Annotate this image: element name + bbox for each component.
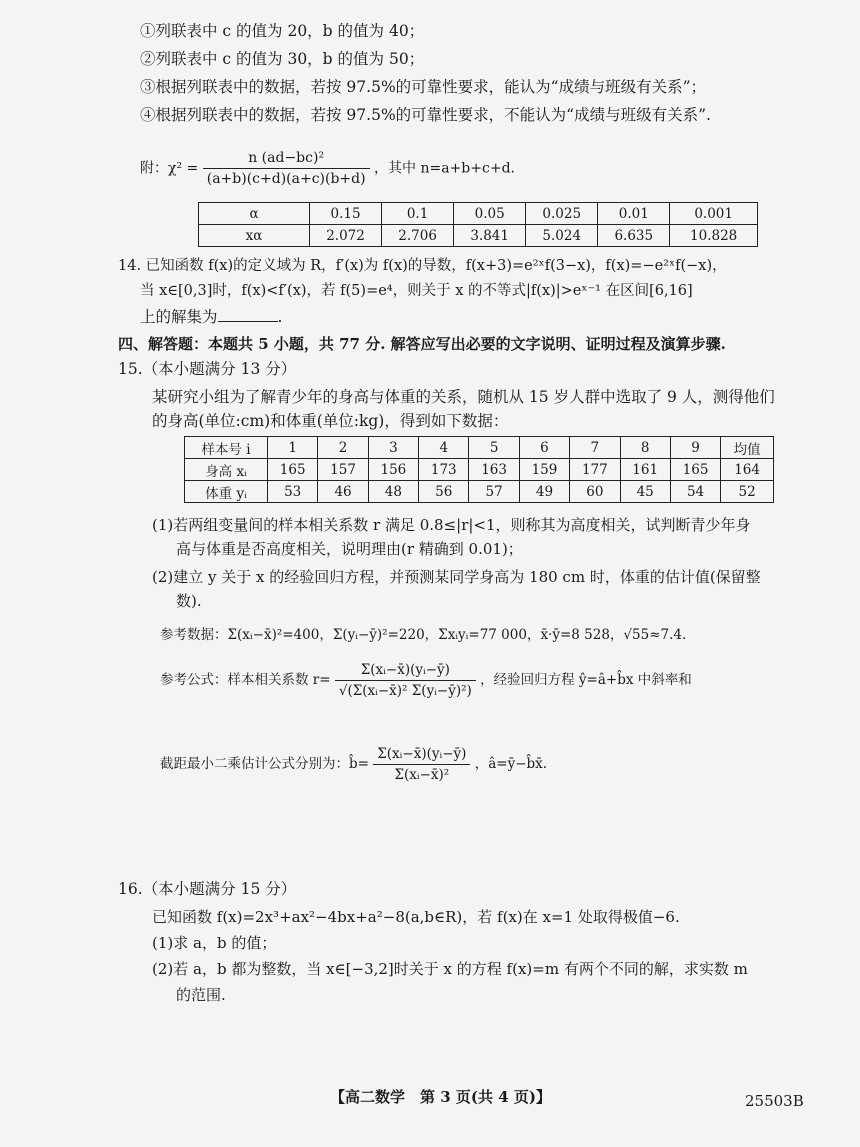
table-cell: 体重 yᵢ [185, 481, 268, 503]
ref-formula-prefix: 参考公式：样本相关系数 r= [160, 672, 331, 688]
table-row [185, 437, 774, 459]
table-cell: 49 [519, 481, 569, 503]
table-cell: 46 [318, 481, 368, 503]
table-cell: 157 [318, 459, 368, 481]
q16-part-2-line-1: (2)若 a，b 都为整数，当 x∈[−3,2]时关于 x 的方程 f(x)=m 有两个不同的解，求实数 m [152, 960, 748, 978]
table-cell: 53 [268, 481, 318, 503]
table-cell: 165 [268, 459, 318, 481]
table-cell: 1 [268, 437, 318, 459]
table-cell: 0.001 [670, 203, 758, 225]
table-cell: 60 [570, 481, 620, 503]
table-cell: α [199, 203, 310, 225]
q16-heading: 16.（本小题满分 15 分） [118, 880, 297, 898]
chi-square-formula [140, 150, 515, 187]
table-cell: 161 [620, 459, 670, 481]
table-cell: 57 [469, 481, 519, 503]
formula-suffix: ，其中 n=a+b+c+d. [374, 160, 515, 177]
q14-line-3-end: . [277, 308, 283, 326]
q16-stem: 已知函数 f(x)=2x³+ax²−4bx+a²−8(a,b∈R)，若 f(x)在 x=1 处取得极值−6. [152, 908, 680, 926]
q15-part-1-line-2: 高与体重是否高度相关，说明理由(r 精确到 0.01)； [176, 540, 523, 558]
q15-part-2-line-2: 数). [176, 592, 202, 610]
table-cell: 3.841 [454, 225, 526, 247]
q15-intro-1: 某研究小组为了解青少年的身高与体重的关系，随机从 15 岁人群中选取了 9 人，测得他们 [152, 388, 775, 406]
table-cell: 54 [670, 481, 720, 503]
table-cell: 8 [620, 437, 670, 459]
q14-line-2: 当 x∈[0,3]时，f(x)<f′(x)，若 f(5)=e⁴，则关于 x 的不等式|f(x)|>eˣ⁻¹ 在区间[6,16] [140, 283, 693, 299]
table-cell: 10.828 [670, 225, 758, 247]
table-cell: 56 [419, 481, 469, 503]
option-1: ①列联表中 c 的值为 20，b 的值为 40； [140, 22, 425, 40]
q16-part-1: (1)求 a，b 的值； [152, 934, 277, 952]
table-cell: 均值 [721, 437, 774, 459]
q16-part-2-line-2: 的范围. [176, 986, 226, 1004]
table-cell: 0.05 [454, 203, 526, 225]
r-denominator: √(Σ(xᵢ−x̄)² Σ(yᵢ−ȳ)²) [338, 683, 472, 699]
table-cell: 9 [670, 437, 720, 459]
table-cell: 45 [620, 481, 670, 503]
answer-blank[interactable] [218, 307, 278, 322]
table-row [199, 225, 758, 247]
table-cell: 0.1 [382, 203, 454, 225]
table-cell: 164 [721, 459, 774, 481]
table-cell: 0.01 [598, 203, 670, 225]
q15-intro-2: 的身高(单位:cm)和体重(单位:kg)，得到如下数据： [152, 412, 509, 430]
least-squares-formula [160, 746, 547, 783]
table-cell: 样本号 i [185, 437, 268, 459]
option-3: ③根据列联表中的数据，若按 97.5%的可靠性要求，能认为“成绩与班级有关系”； [140, 78, 707, 96]
table-cell: 177 [570, 459, 620, 481]
option-4: ④根据列联表中的数据，若按 97.5%的可靠性要求，不能认为“成绩与班级有关系”. [140, 106, 711, 124]
chi-critical-table [198, 202, 758, 247]
table-cell: 0.15 [310, 203, 382, 225]
table-cell: 0.025 [526, 203, 598, 225]
ls-prefix: 截距最小二乘估计公式分别为：b̂= [160, 756, 369, 772]
height-weight-table [184, 436, 774, 503]
b-numerator: Σ(xᵢ−x̄)(yᵢ−ȳ) [373, 746, 470, 765]
exam-code: 25503B [745, 1092, 804, 1110]
option-2: ②列联表中 c 的值为 30，b 的值为 50； [140, 50, 425, 68]
q15-heading: 15.（本小题满分 13 分） [118, 360, 297, 378]
chi-fraction [203, 150, 370, 187]
table-cell: 165 [670, 459, 720, 481]
q15-part-2-line-1: (2)建立 y 关于 x 的经验回归方程，并预测某同学身高为 180 cm 时，体重的估计值(保留整 [152, 568, 761, 586]
r-fraction [335, 662, 476, 699]
r-numerator: Σ(xᵢ−x̄)(yᵢ−ȳ) [335, 662, 476, 681]
q14-line-1: 14. 已知函数 f(x)的定义域为 R，f′(x)为 f(x)的导数，f(x+3)=e²ˣf(3−x)，f(x)=−e²ˣf(−x)， [118, 258, 727, 274]
table-cell: xα [199, 225, 310, 247]
ls-suffix: ，â=ȳ−b̂x̄. [474, 756, 548, 772]
q14-line-3 [140, 306, 282, 328]
b-fraction [373, 746, 470, 783]
q15-reference-data: 参考数据：Σ(xᵢ−x̄)²=400，Σ(yᵢ−ȳ)²=220，Σxᵢyᵢ=77 000，x̄·ȳ=8 528，√55≈7.4. [160, 627, 687, 643]
table-cell: 156 [368, 459, 418, 481]
q14-line-3-text: 上的解集为 [140, 308, 218, 326]
correlation-formula [160, 662, 692, 699]
table-cell: 48 [368, 481, 418, 503]
formula-prefix: 附：χ² = [140, 160, 199, 177]
table-cell: 2.072 [310, 225, 382, 247]
q15-part-1-line-1: (1)若两组变量间的样本相关系数 r 满足 0.8≤|r|<1，则称其为高度相关，试判断青少年身 [152, 516, 751, 534]
table-cell: 5.024 [526, 225, 598, 247]
table-cell: 2 [318, 437, 368, 459]
table-cell: 6 [519, 437, 569, 459]
table-cell: 3 [368, 437, 418, 459]
ref-formula-suffix: ，经验回归方程 ŷ=â+b̂x 中斜率和 [480, 672, 692, 688]
table-cell: 52 [721, 481, 774, 503]
table-row [185, 481, 774, 503]
table-cell: 4 [419, 437, 469, 459]
table-cell: 163 [469, 459, 519, 481]
page-footer: 【高二数学 第 3 页(共 4 页)】 [330, 1088, 551, 1106]
table-row [199, 203, 758, 225]
table-cell: 173 [419, 459, 469, 481]
table-cell: 159 [519, 459, 569, 481]
section-4-heading: 四、解答题：本题共 5 小题，共 77 分. 解答应写出必要的文字说明、证明过程及演算步骤. [118, 335, 726, 353]
table-cell: 5 [469, 437, 519, 459]
table-row [185, 459, 774, 481]
table-cell: 6.635 [598, 225, 670, 247]
b-denominator: Σ(xᵢ−x̄)² [394, 767, 450, 783]
table-cell: 身高 xᵢ [185, 459, 268, 481]
table-cell: 7 [570, 437, 620, 459]
table-cell: 2.706 [382, 225, 454, 247]
chi-denominator: (a+b)(c+d)(a+c)(b+d) [206, 171, 366, 187]
chi-numerator: n (ad−bc)² [203, 150, 370, 169]
